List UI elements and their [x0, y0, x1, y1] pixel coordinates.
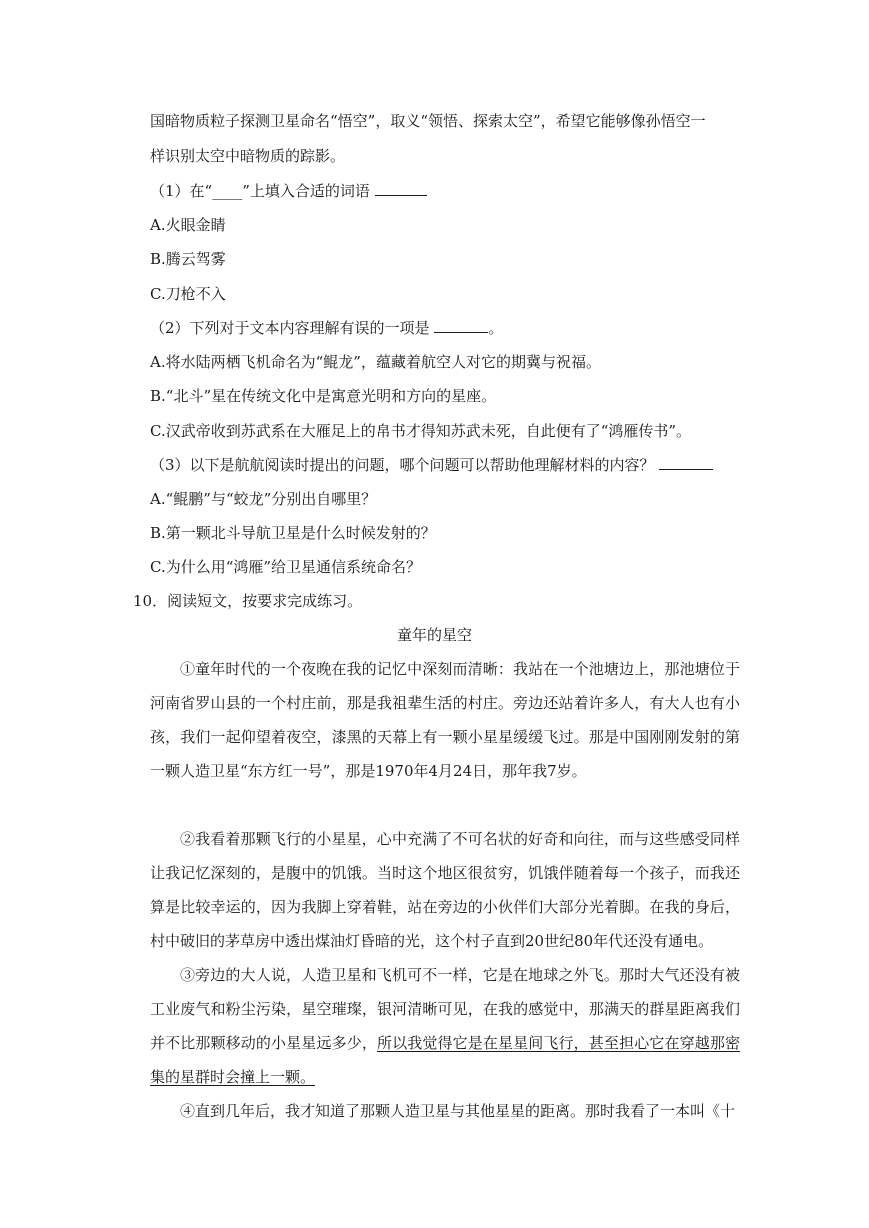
paragraph-4: ④直到几年后，我才知道了那颗人造卫星与其他星星的距离。那时我看了一本叫《十 [180, 1102, 736, 1120]
option-a: A.“鲲鹏”与“蛟龙”分别出自哪里？ [150, 490, 377, 508]
option-b: B.腾云驾雾 [150, 250, 226, 268]
article-title: 童年的星空 [396, 626, 472, 644]
question-2: （2）下列对于文本内容理解有误的一项是 。 [150, 319, 504, 337]
paragraph-1: ①童年时代的一个夜晚在我的记忆中深刻而清晰：我站在一个池塘边上，那池塘位于河南省罗山县的一个村庄前，那是我祖辈生活的村庄。旁边还站着许多人，有大人也有小孩，我们一起仰望着夜空，漆黑的天幕上有一颗小星星缓缓飞过。那是中国刚刚发射的第一颗人造卫星“东方红一号”，那是1970年4月24日，那年我7岁。 [150, 660, 740, 780]
option-c: C.为什么用“鸿雁”给卫星通信系统命名？ [150, 558, 422, 576]
option-a: A.火眼金睛 [150, 216, 226, 234]
option-b: B.第一颗北斗导航卫星是什么时候发射的？ [150, 524, 436, 542]
option-b: B.“北斗”星在传统文化中是寓意光明和方向的星座。 [150, 387, 497, 405]
passage-text-line: 样识别太空中暗物质的踪影。 [150, 147, 346, 165]
question-1: （1）在“____”上填入合适的词语 [150, 181, 427, 201]
paragraph-3: ③旁边的大人说，人造卫星和飞机可不一样，它是在地球之外飞。那时大气还没有被工业废气和粉尘污染，星空璀璨，银河清晰可见，在我的感觉中，那满天的群星距离我们并不比那颗移动的小星星远多少，所以我觉得它是在星星间飞行，甚至担心它在穿越那密集的星群时会撞上一颗。 [150, 966, 740, 1086]
answer-blank[interactable] [434, 318, 488, 333]
answer-blank[interactable] [659, 455, 713, 470]
option-c: C.汉武帝收到苏武系在大雁足上的帛书才得知苏武未死，自此便有了“鸿雁传书”。 [150, 422, 692, 440]
answer-blank[interactable] [375, 181, 427, 196]
paragraph-2: ②我看着那颗飞行的小星星，心中充满了不可名状的好奇和向往，而与这些感受同样让我记忆深刻的，是腹中的饥饿。当时这个地区很贫穷，饥饿伴随着每一个孩子，而我还算是比较幸运的，因为我脚上穿着鞋，站在旁边的小伙伴们大部分光着脚。在我的身后，村中破旧的茅草房中透出煤油灯昏暗的光，这个村子直到20世纪80年代还没有通电。 [150, 830, 740, 950]
underlined-sentence: 所以我觉得它是在星星间飞行，甚至担心它在穿越那密集的星群时会撞上一颗。 [150, 1034, 740, 1086]
question-3: （3）以下是航航阅读时提出的问题，哪个问题可以帮助他理解材料的内容？ [150, 455, 713, 475]
passage-text-line: 国暗物质粒子探测卫星命名“悟空”，取义“领悟、探索太空”，希望它能够像孙悟空一 [150, 112, 706, 130]
option-c: C.刀枪不入 [150, 285, 226, 303]
option-a: A.将水陆两栖飞机命名为“鲲龙”，蕴藏着航空人对它的期冀与祝福。 [150, 353, 601, 371]
question-10-heading: 10．阅读短文，按要求完成练习。 [133, 592, 363, 610]
